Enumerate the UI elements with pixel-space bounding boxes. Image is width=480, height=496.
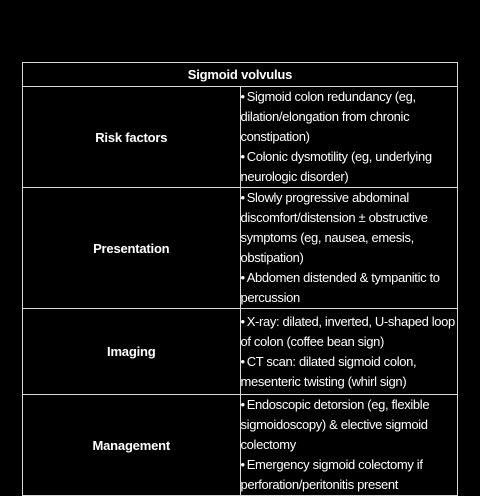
table-row-imaging bbox=[23, 309, 458, 395]
bullet-icon: • bbox=[240, 270, 245, 285]
bullet-icon: • bbox=[240, 190, 245, 205]
row-content-imaging bbox=[240, 309, 458, 395]
bullet-icon: • bbox=[240, 149, 245, 164]
list-item bbox=[241, 268, 458, 308]
table-row-risk-factors bbox=[23, 87, 458, 188]
bullet-icon: • bbox=[240, 397, 245, 412]
row-label-management: Management bbox=[23, 395, 241, 496]
list-item bbox=[241, 455, 458, 495]
table-row-management bbox=[23, 395, 458, 496]
bullet-icon: • bbox=[240, 89, 245, 104]
list-item bbox=[241, 352, 458, 392]
row-label-risk-factors: Risk factors bbox=[23, 87, 241, 188]
list-item bbox=[241, 188, 458, 268]
list-item bbox=[241, 312, 458, 352]
list-item-text: Abdomen distended & tympanitic to percussion bbox=[240, 270, 440, 305]
list-item-text: Colonic dysmotility (eg, underlying neurologic disorder) bbox=[240, 149, 432, 184]
row-label-presentation: Presentation bbox=[23, 188, 241, 309]
list-item bbox=[241, 395, 458, 455]
list-item-text: CT scan: dilated sigmoid colon, mesenteric twisting (whirl sign) bbox=[240, 353, 417, 389]
list-item-text: Emergency sigmoid colectomy if perforation/peritonitis present bbox=[240, 457, 423, 492]
bullet-icon: • bbox=[240, 457, 245, 472]
list-item-text: Sigmoid colon redundancy (eg, dilation/elongation from chronic constipation) bbox=[240, 89, 416, 144]
list-item bbox=[241, 147, 458, 187]
table-row-presentation bbox=[23, 188, 458, 309]
table-title: Sigmoid volvulus bbox=[23, 63, 458, 87]
table-header-row bbox=[23, 63, 458, 87]
sigmoid-volvulus-table bbox=[22, 62, 458, 496]
list-item-text: Endoscopic detorsion (eg, flexible sigmoidoscopy) & elective sigmoid colectomy bbox=[240, 397, 430, 452]
list-item-text: X-ray: dilated, inverted, U-shaped loop of colon (coffee bean sign) bbox=[240, 313, 455, 349]
row-content-presentation bbox=[240, 188, 458, 309]
bullet-icon: • bbox=[240, 353, 245, 369]
row-content-management bbox=[240, 395, 458, 496]
list-item-text: Slowly progressive abdominal discomfort/distension ± obstructive symptoms (eg, nausea, emesis, obstipation) bbox=[240, 190, 428, 265]
row-label-imaging: Imaging bbox=[23, 309, 241, 395]
bullet-icon: • bbox=[240, 313, 245, 329]
row-content-risk-factors bbox=[240, 87, 458, 188]
list-item bbox=[241, 87, 458, 147]
